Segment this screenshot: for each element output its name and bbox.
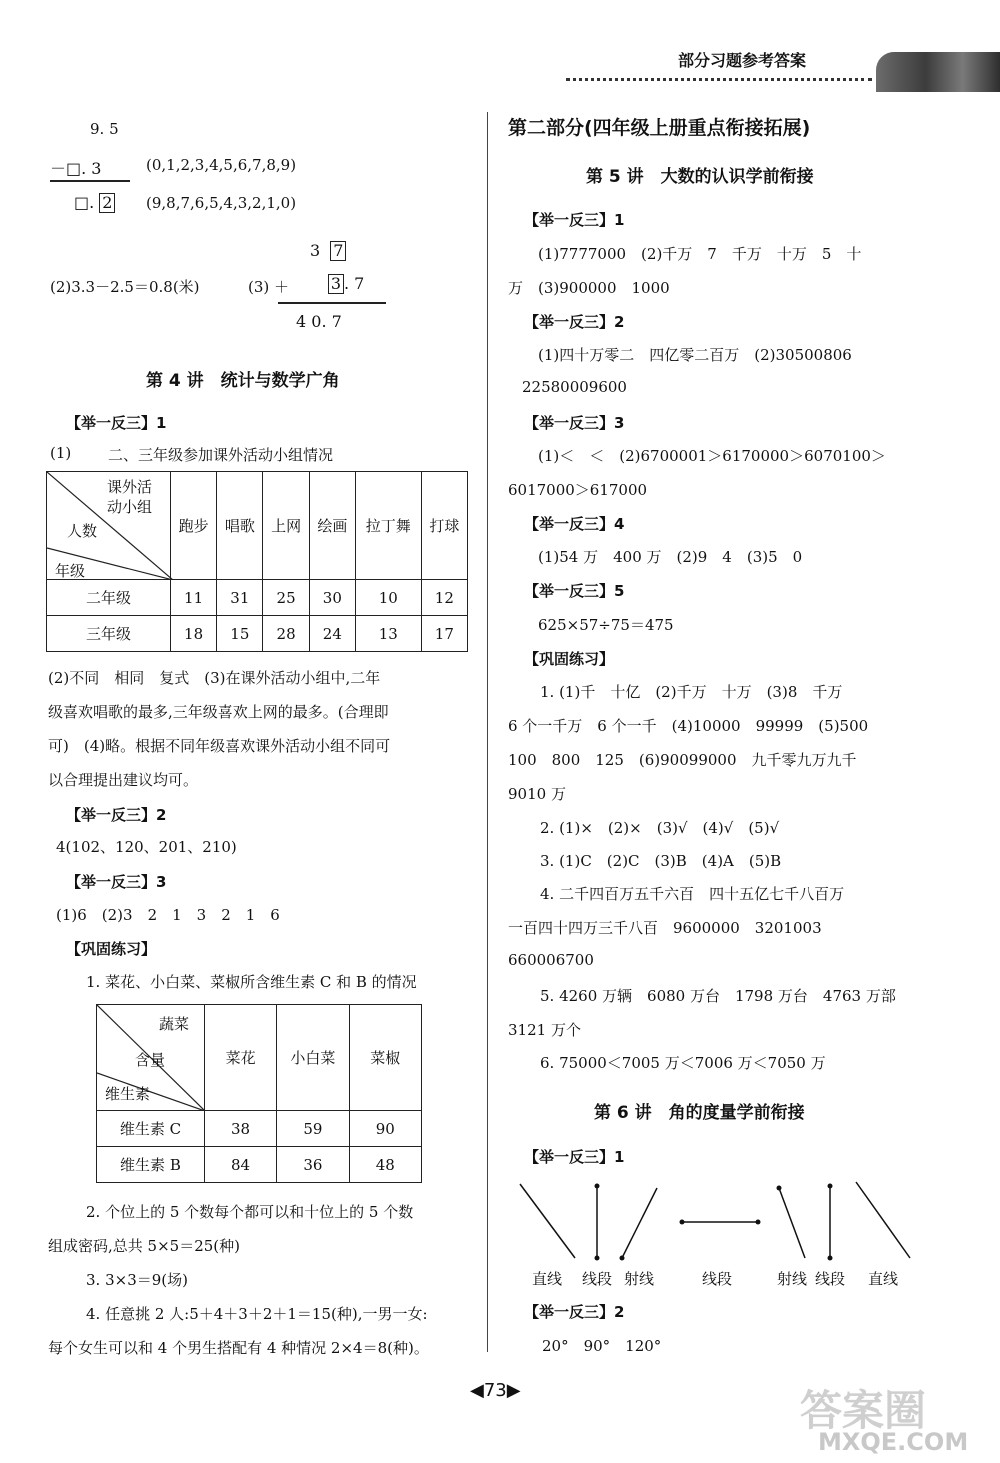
- r-p4-line-1: 4. 二千四百万五千六百 四十五亿七千八百万: [540, 885, 845, 903]
- table2-row-label: 维生素 B: [97, 1147, 205, 1183]
- q3-label: (3) ＋: [248, 278, 290, 296]
- r-p3: 3. (1)C (2)C (3)B (4)A (5)B: [540, 852, 782, 870]
- practice-heading-right: 【巩固练习】: [524, 650, 615, 668]
- practice2-line-1: 2. 个位上的 5 个数每个都可以和十位上的 5 个数: [86, 1203, 414, 1221]
- ex2-answer: 4(102、120、201、210): [56, 838, 237, 856]
- table1-corner: [47, 472, 171, 580]
- watermark-logo: 答案圈: [800, 1386, 927, 1435]
- line-figure-straight-1: [520, 1184, 575, 1258]
- r-ex2-line-2: 22580009600: [522, 378, 627, 396]
- table-row: [97, 1147, 422, 1183]
- sub-row-3-box: 2: [99, 193, 115, 213]
- r-p1-line-1: 1. (1)千 十亿 (2)千万 十万 (3)8 千万: [540, 683, 843, 701]
- table2-header: 菜椒: [349, 1005, 421, 1111]
- line-figure-ray-1: [622, 1188, 657, 1258]
- r-p4-line-2: 一百四十四万三千八百 9600000 3201003: [508, 919, 822, 937]
- r-ex1-line-2: 万 (3)900000 1000: [508, 279, 670, 297]
- r-ex5-heading: 【举一反三】5: [524, 582, 625, 600]
- add-mid-box: 3: [328, 274, 344, 294]
- page-number: [470, 1380, 521, 1401]
- table1-cell: 15: [217, 616, 263, 652]
- table1-cell: 17: [421, 616, 467, 652]
- table2-cell: 90: [349, 1111, 421, 1147]
- r-p1-line-3: 100 800 125 (6)90099000 九千零九万九千: [508, 751, 857, 769]
- table2-header: 小白菜: [277, 1005, 349, 1111]
- practice4-line-1: 4. 任意挑 2 人:5＋4＋3＋2＋1＝15(种),一男一女:: [86, 1305, 428, 1323]
- page-number-text: 73: [483, 1380, 507, 1401]
- table-row: [97, 1111, 422, 1147]
- table2-cell: 48: [349, 1147, 421, 1183]
- table1-caption: 二、三年级参加课外活动小组情况: [108, 446, 334, 464]
- table2-cell: 59: [277, 1111, 349, 1147]
- table1-cell: 12: [421, 580, 467, 616]
- add-top-box: 7: [330, 241, 346, 261]
- table2: [96, 1004, 422, 1183]
- table1-cell: 18: [170, 616, 216, 652]
- r-ex3-line-1: (1)＜ ＜ (2)6700001＞6170000＞6070100＞: [538, 447, 886, 465]
- ray-2-end: [777, 1186, 782, 1191]
- watermark-site: MXQE.COM: [818, 1428, 969, 1456]
- ex1-heading: 【举一反三】1: [66, 414, 167, 432]
- add-top: [310, 241, 346, 261]
- sub-rule: [50, 180, 130, 182]
- part2-title: 第二部分(四年级上册重点衔接拓展): [508, 117, 811, 139]
- practice3: 3. 3×3＝9(场): [86, 1271, 188, 1289]
- segment-2-end-a: [680, 1220, 685, 1225]
- r-ex6-2-answer: 20° 90° 120°: [542, 1337, 662, 1355]
- practice1: 1. 菜花、小白菜、菜椒所含维生素 C 和 B 的情况: [86, 973, 417, 991]
- segment-3-end-b: [828, 1256, 833, 1261]
- r-ex5-answer: 625×57÷75＝475: [538, 616, 674, 634]
- table2-row-label: 维生素 C: [97, 1111, 205, 1147]
- table2-corner-bot: 维生素: [105, 1085, 151, 1103]
- table1: [46, 471, 468, 652]
- table2-cell: 38: [204, 1111, 276, 1147]
- r-ex2-line-1: (1)四十万零二 四亿零二百万 (2)30500806: [538, 346, 852, 364]
- r-p2: 2. (1)× (2)× (3)√ (4)√ (5)√: [540, 819, 780, 837]
- ex3-answer: (1)6 (2)3 2 1 3 2 1 6: [56, 906, 280, 924]
- r-ex6-1-heading: 【举一反三】1: [524, 1148, 625, 1166]
- table2-corner-mid: 含量: [135, 1051, 166, 1069]
- table1-caption-num: (1): [50, 444, 72, 462]
- line-label: 线段: [815, 1270, 846, 1288]
- add-top-digit: 3: [310, 241, 321, 260]
- table1-cell: 11: [170, 580, 216, 616]
- table1-header: 跑步: [170, 472, 216, 580]
- ex3-heading: 【举一反三】3: [66, 873, 167, 891]
- table-row: [47, 580, 468, 616]
- line-label: 线段: [582, 1270, 613, 1288]
- sub-row-3: [74, 193, 115, 213]
- r-ex4-heading: 【举一反三】4: [524, 515, 625, 533]
- r-p5-line-2: 3121 万个: [508, 1021, 581, 1039]
- para2-line-4: 以合理提出建议均可。: [48, 771, 199, 789]
- table1-cell: 30: [309, 580, 355, 616]
- table2-header: 菜花: [204, 1005, 276, 1111]
- table1-cell: 13: [355, 616, 421, 652]
- lecture5-title: 第 5 讲 大数的认识学前衔接: [586, 167, 814, 187]
- para2-line-2: 级喜欢唱歌的最多,三年级喜欢上网的最多。(合理即: [48, 703, 389, 721]
- line-label: 直线: [532, 1270, 563, 1288]
- add-result: 4 0. 7: [296, 312, 342, 331]
- column-divider: [487, 112, 488, 1352]
- header-title: 部分习题参考答案: [678, 51, 807, 70]
- table1-header: 绘画: [309, 472, 355, 580]
- r-ex3-line-2: 6017000＞617000: [508, 481, 648, 499]
- r-p6: 6. 75000＜7005 万＜7006 万＜7050 万: [540, 1054, 826, 1072]
- practice2-line-2: 组成密码,总共 5×5＝25(种): [48, 1237, 240, 1255]
- table1-corner-top-1: 课外活: [107, 478, 153, 496]
- practice4-line-2: 每个女生可以和 4 个男生搭配有 4 种情况 2×4＝8(种)。: [48, 1339, 429, 1357]
- r-ex4-answer: (1)54 万 400 万 (2)9 4 (3)5 0: [538, 548, 803, 566]
- segment-2-end-b: [756, 1220, 761, 1225]
- r-ex6-2-heading: 【举一反三】2: [524, 1303, 625, 1321]
- r-p1-line-4: 9010 万: [508, 785, 566, 803]
- add-mid: [328, 274, 364, 294]
- table1-cell: 28: [263, 616, 309, 652]
- r-ex1-line-1: (1)7777000 (2)千万 7 千万 十万 5 十: [538, 245, 862, 263]
- table1-corner-mid: 人数: [67, 522, 98, 540]
- ex2-heading: 【举一反三】2: [66, 806, 167, 824]
- table1-header: 上网: [263, 472, 309, 580]
- line-figure-straight-2: [856, 1182, 910, 1258]
- header-decoration-bar: [876, 52, 1000, 92]
- sub-row-2-op: －□. 3: [50, 159, 102, 178]
- page-prev-icon: ◀: [470, 1380, 484, 1401]
- table1-corner-bot: 年级: [55, 562, 86, 580]
- sub-row-3-set: (9,8,7,6,5,4,3,2,1,0): [146, 194, 297, 212]
- segment-3-end-a: [828, 1184, 833, 1189]
- lecture6-title: 第 6 讲 角的度量学前衔接: [594, 1103, 805, 1123]
- lecture4-title: 第 4 讲 统计与数学广角: [146, 371, 340, 391]
- para2-line-1: (2)不同 相同 复式 (3)在课外活动小组中,二年: [48, 669, 381, 687]
- table1-corner-top-2: 动小组: [107, 498, 153, 516]
- r-p4-line-3: 660006700: [508, 951, 594, 969]
- table1-row-label: 二年级: [47, 580, 171, 616]
- line-label: 线段: [702, 1270, 733, 1288]
- line-label: 射线: [777, 1270, 808, 1288]
- table1-header: 打球: [421, 472, 467, 580]
- line-figures: [500, 1176, 930, 1266]
- table2-cell: 36: [277, 1147, 349, 1183]
- add-mid-rest: . 7: [344, 274, 365, 293]
- table-row: [47, 616, 468, 652]
- para2-line-3: 可) (4)略。根据不同年级喜欢课外活动小组不同可: [48, 737, 391, 755]
- line-label: 射线: [624, 1270, 655, 1288]
- sub-row-3-a: □.: [74, 193, 95, 212]
- table2-cell: 84: [204, 1147, 276, 1183]
- table2-corner: [97, 1005, 205, 1111]
- r-ex1-heading: 【举一反三】1: [524, 211, 625, 229]
- practice-heading-left: 【巩固练习】: [66, 940, 157, 958]
- header-dotted-rule: [566, 78, 872, 81]
- table1-header: 拉丁舞: [355, 472, 421, 580]
- table2-corner-top: 蔬菜: [159, 1015, 190, 1033]
- sub-row-2-set: (0,1,2,3,4,5,6,7,8,9): [146, 156, 297, 174]
- r-ex3-heading: 【举一反三】3: [524, 414, 625, 432]
- table1-cell: 31: [217, 580, 263, 616]
- table1-cell: 25: [263, 580, 309, 616]
- table1-cell: 24: [309, 616, 355, 652]
- table1-row-label: 三年级: [47, 616, 171, 652]
- line-figure-ray-2: [779, 1188, 805, 1258]
- table1-header: 唱歌: [217, 472, 263, 580]
- page-next-icon: ▶: [506, 1380, 521, 1401]
- ray-1-end: [620, 1256, 625, 1261]
- segment-1-end-a: [595, 1184, 600, 1189]
- r-ex2-heading: 【举一反三】2: [524, 313, 625, 331]
- line-label: 直线: [868, 1270, 899, 1288]
- add-rule: [278, 302, 386, 304]
- sub-row-1: 9. 5: [90, 120, 119, 138]
- table1-cell: 10: [355, 580, 421, 616]
- q2-answer: (2)3.3－2.5＝0.8(米): [50, 278, 200, 296]
- r-p5-line-1: 5. 4260 万辆 6080 万台 1798 万台 4763 万部: [540, 987, 896, 1005]
- r-p1-line-2: 6 个一千万 6 个一千 (4)10000 99999 (5)500: [508, 717, 869, 735]
- segment-1-end-b: [595, 1256, 600, 1261]
